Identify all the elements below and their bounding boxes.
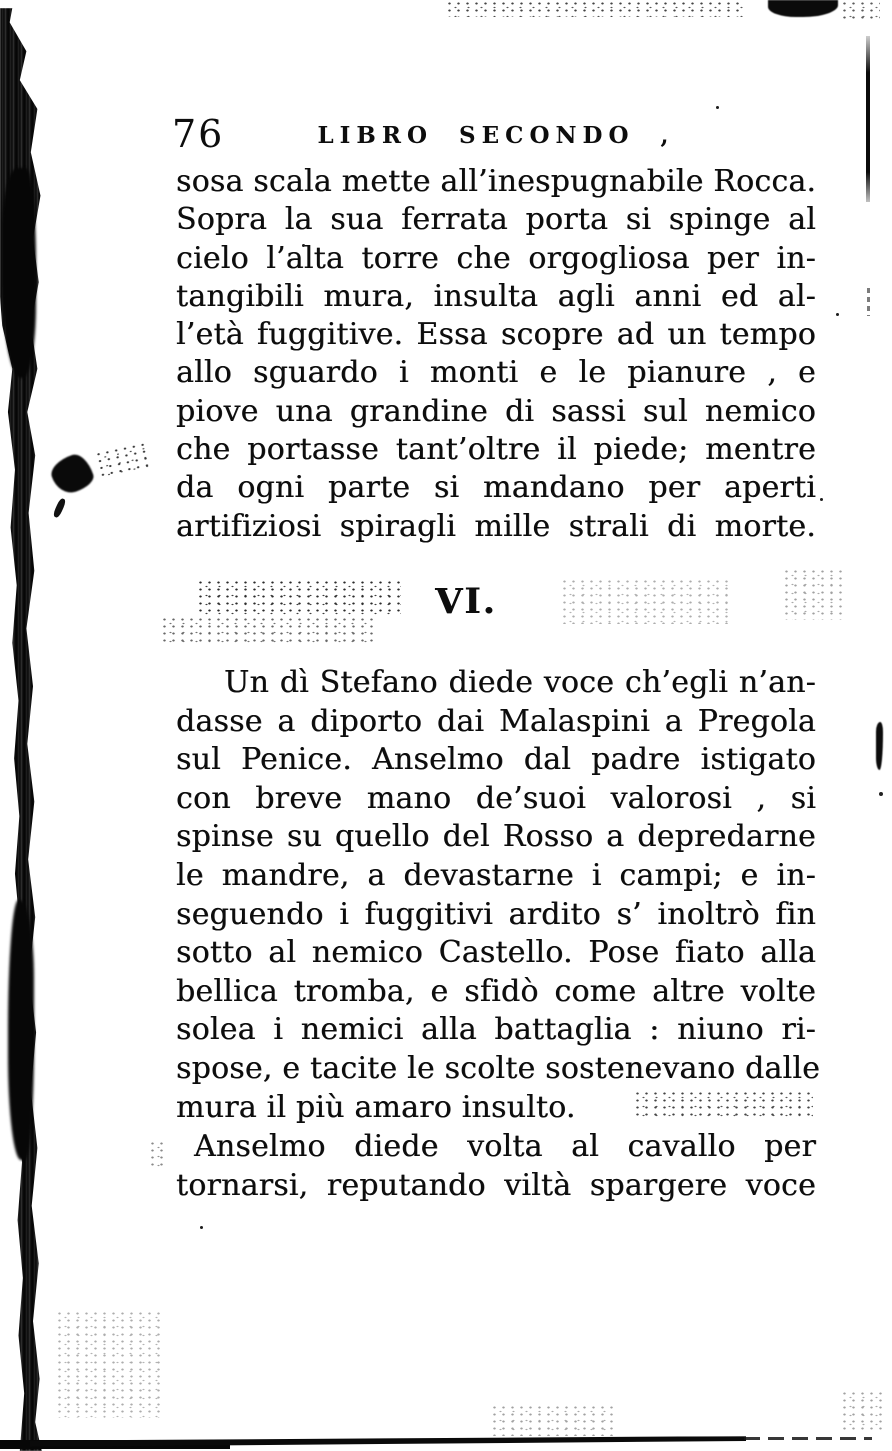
paragraph [176,664,821,1127]
text-line: sul Penice. Anselmo dal padre istigato [176,742,816,778]
text-line: artifiziosi spiragli mille strali di morte. [176,508,816,544]
stray-dot [716,106,719,109]
stray-dot [836,313,839,316]
right-margin-ink-mark [876,722,883,770]
text-line: da ogni parte si mandano per aperti [176,470,816,506]
right-margin-ink-dot [879,792,883,796]
binding-dark-patch [8,900,34,1160]
faint-speckles [782,568,842,620]
bottom-edge-rule [30,1436,746,1447]
bottom-edge-rule-dashes [744,1437,872,1440]
text-line: piove una grandine di sassi sul nemico [176,393,816,429]
faint-speckles [490,1404,615,1436]
text-line: cielo l’alta torre che orgogliosa per in- [176,240,816,276]
text-line: sotto al nemico Castello. Pose fiato alla [176,935,816,971]
text-line: l’età fuggitive. Essa scopre ad un tempo [176,317,816,353]
text-line: Un dì Stefano diede voce ch’egli n’an- [224,665,816,700]
ink-blob [47,451,96,498]
text-line: sosa scala mette all’inespugnabile Rocca. [176,164,817,199]
top-corner-speckles [840,0,880,20]
text-line: mura il più amaro insulto. [176,1089,576,1125]
stray-dot [820,498,823,501]
faint-speckles [840,1390,885,1430]
ink-slash [52,497,67,518]
page-number: 76 [172,112,225,156]
paragraph [176,1128,816,1205]
top-corner-ink-blob [768,0,838,17]
faint-speckles [148,1140,166,1170]
text-line: le mandre, a devastarne i campi; e in- [176,857,816,893]
faint-speckles [55,1310,160,1418]
text-line: dasse a diporto dai Malaspini a Pregola [176,703,816,739]
text-line: che portasse tant’oltre il piede; mentre [176,432,816,468]
binding-dark-patch [2,168,36,378]
right-margin-rule [866,36,870,202]
text-line: Sopra la sua ferrata porta si spinge al [176,202,816,238]
section-heading: VI. [435,581,497,622]
text-line: tornarsi, reputando viltà spargere voce [176,1167,816,1203]
text-line: Anselmo diede volta al cavallo per [194,1129,816,1164]
text-line: allo sguardo i monti e le pianure , e [176,355,816,391]
stray-dot [200,1226,203,1229]
text-line: spinse su quello del Rosso a depredarne [176,819,816,855]
text-line: bellica tromba, e sfidò come altre volte [176,973,816,1009]
right-margin-dash [867,288,870,316]
running-header: LIBRO SECONDO , [317,122,675,149]
text-line: solea i nemici alla battaglia : niuno ri- [176,1012,816,1048]
paragraph [176,163,816,546]
text-line: tangibili mura, insulta agli anni ed al- [176,278,816,314]
text-line: seguendo i fuggitivi ardito s’ inoltrò fin [176,896,816,932]
text-line: con breve mano de’suoi valorosi , si [176,780,816,816]
top-edge-speckles [445,0,745,17]
ink-blob-speckles [93,441,150,481]
text-line: spose, e tacite le scolte sostenevano dalle [176,1050,821,1086]
